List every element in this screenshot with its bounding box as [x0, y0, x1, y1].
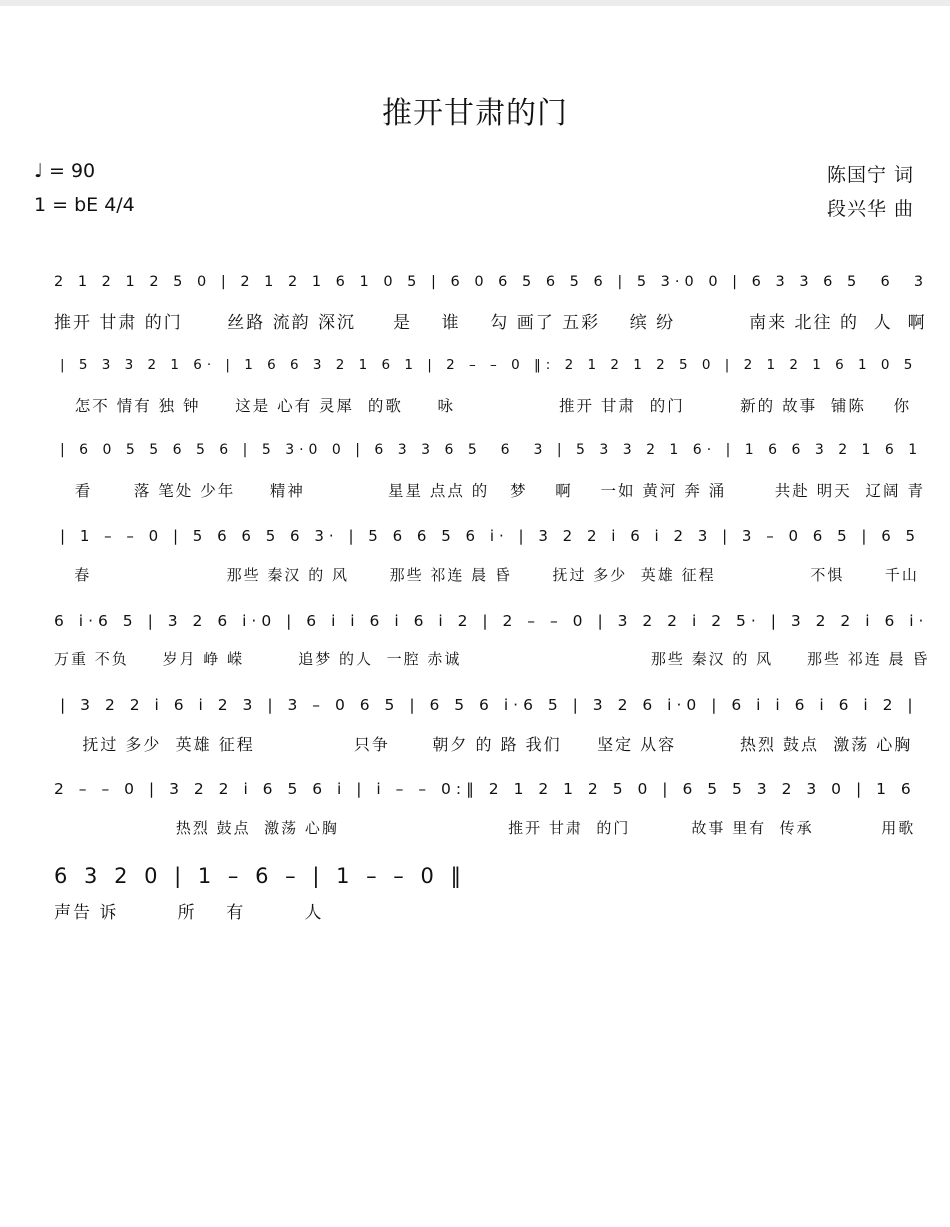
song-title: 推开甘肃的门: [382, 96, 568, 131]
lyric-line: 春 那些 秦汉 的 风 那些 祁连 晨 昏 抚过 多少 英雄 征程 不惧 千山: [54, 566, 919, 584]
notation-line: 2 – – 0 | 3 2 2 i 6 5 6 i | i – – 0:‖ 2 1 2 1 2 5 0 | 6 5 5 3 2 3 0 | 1 6: [54, 780, 916, 798]
lyric-line: 声告 诉 所 有 人: [54, 903, 324, 923]
lyric-line: 怎不 情有 独 钟 这是 心有 灵犀 的歌 咏 推开 甘肃 的门 新的 故事 铺陈 你: [54, 397, 912, 415]
composer-credit: 段兴华 曲: [826, 198, 914, 220]
key-signature: 1 = bE 4/4: [34, 194, 135, 216]
lyric-line: 万重 不负 岁月 峥 嵘 追梦 的人 一腔 赤诚 那些 秦汉 的 风 那些 祁连 晨 昏: [54, 650, 930, 668]
lyric-line: 热烈 鼓点 激荡 心胸 推开 甘肃 的门 故事 里有 传承 用歌: [54, 819, 916, 837]
notation-line: 6 3 2 0 | 1 – 6 – | 1 – – 0 ‖: [54, 864, 466, 888]
top-edge-strip: [0, 0, 950, 6]
tempo-marking: ♩ = 90: [34, 160, 96, 182]
notation-line: | 5 3 3 2 1 6· | 1 6 6 3 2 1 6 1 | 2 – – 0 ‖: 2 1 2 1 2 5 0 | 2 1 2 1 6 1 0 5: [60, 357, 918, 373]
notation-line: 2 1 2 1 2 5 0 | 2 1 2 1 6 1 0 5 | 6 0 6 5 6 5 6 | 5 3·0 0 | 6 3 3 6 5 6 3: [54, 274, 929, 290]
lyric-line: 抚过 多少 英雄 征程 只争 朝夕 的 路 我们 坚定 从容 热烈 鼓点 激荡 心胸: [54, 735, 913, 754]
notation-line: | 1 – – 0 | 5 6 6 5 6 3· | 5 6 6 5 6 i· | 3 2 2 i 6 i 2 3 | 3 – 0 6 5 | 6 5: [60, 527, 921, 545]
lyric-line: 推开 甘肃 的门 丝路 流韵 深沉 是 谁 勾 画了 五彩 缤 纷 南来 北往 的 人 啊: [54, 313, 927, 333]
notation-line: 6 i·6 5 | 3 2 6 i·0 | 6 i i 6 i 6 i 2 | 2 – – 0 | 3 2 2 i 2 5· | 3 2 2 i 6 i·: [54, 612, 929, 630]
notation-line: | 6 0 5 5 6 5 6 | 5 3·0 0 | 6 3 3 6 5 6 3 | 5 3 3 2 1 6· | 1 6 6 3 2 1 6 1: [60, 442, 923, 458]
notation-line: | 3 2 2 i 6 i 2 3 | 3 – 0 6 5 | 6 5 6 i·6 5 | 3 2 6 i·0 | 6 i i 6 i 6 i 2 |: [60, 696, 918, 714]
lyricist-credit: 陈国宁 词: [826, 164, 914, 186]
lyric-line: 看 落 笔处 少年 精神 星星 点点 的 梦 啊 一如 黄河 奔 涌 共赴 明天 辽阔 青: [54, 482, 925, 500]
